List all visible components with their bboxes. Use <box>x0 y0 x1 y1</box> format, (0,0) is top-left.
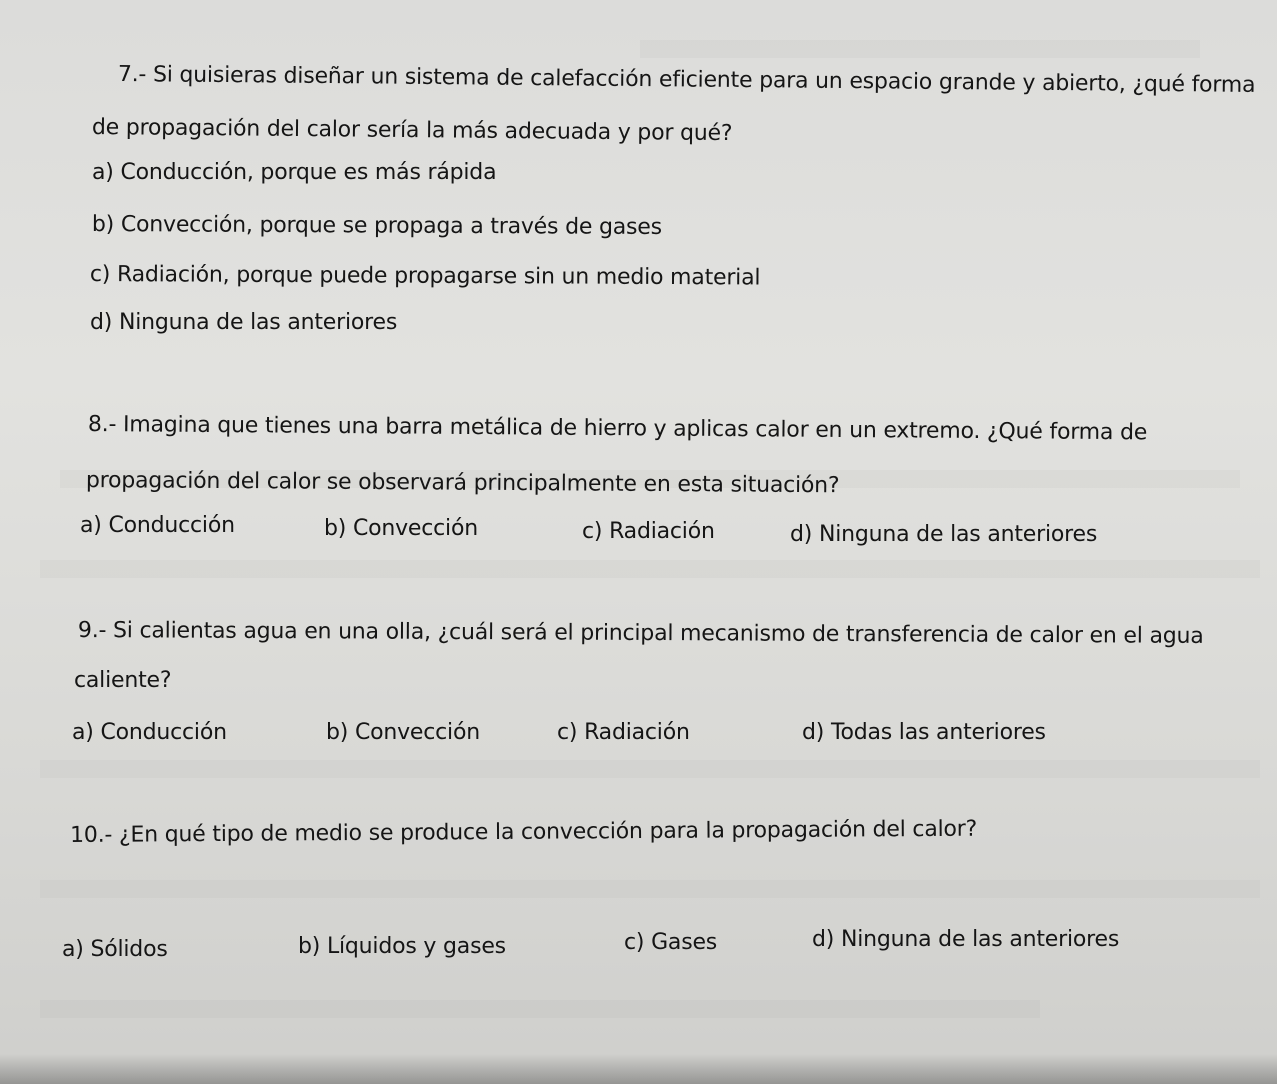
bleed-through-mark <box>640 40 1200 58</box>
bleed-through-mark <box>40 560 1260 578</box>
question-10-option-a: a) Sólidos <box>62 937 168 962</box>
question-9-option-c: c) Radiación <box>557 720 690 745</box>
page-edge-shadow <box>0 1054 1277 1084</box>
question-7-line-2: de propagación del calor sería la más adecuada y por qué? <box>91 115 733 147</box>
question-8-line-2: propagación del calor se observará principalmente en esta situación? <box>85 468 840 499</box>
question-7-line-1: 7.- Si quisieras diseñar un sistema de calefacción eficiente para un espacio grande y abierto, ¿qué forma <box>117 62 1256 98</box>
question-10-line-1: 10.- ¿En qué tipo de medio se produce la convección para la propagación del calor? <box>70 816 978 848</box>
question-8-line-1: 8.- Imagina que tienes una barra metálica de hierro y aplicas calor en un extremo. ¿Qué forma de <box>87 412 1148 446</box>
question-9-option-b: b) Convección <box>326 720 480 745</box>
question-10-option-c: c) Gases <box>624 930 718 955</box>
question-7-option-b: b) Convección, porque se propaga a través de gases <box>91 212 662 240</box>
question-9-option-d: d) Todas las anteriores <box>802 720 1046 745</box>
question-8-option-c: c) Radiación <box>582 519 715 544</box>
question-10-option-b: b) Líquidos y gases <box>298 934 506 959</box>
bleed-through-mark <box>40 760 1260 778</box>
bleed-through-mark <box>40 880 1260 898</box>
bleed-through-mark <box>40 1000 1040 1018</box>
question-8-option-b: b) Convección <box>324 516 478 541</box>
question-9-line-1: 9.- Si calientas agua en una olla, ¿cuál será el principal mecanismo de transferencia de calor en el agua <box>77 618 1204 649</box>
question-7-option-a: a) Conducción, porque es más rápida <box>92 160 497 185</box>
question-7-option-d: d) Ninguna de las anteriores <box>90 310 398 335</box>
question-9-line-2: caliente? <box>74 668 172 693</box>
question-8-option-d: d) Ninguna de las anteriores <box>790 522 1098 547</box>
question-9-option-a: a) Conducción <box>72 720 227 745</box>
question-10-option-d: d) Ninguna de las anteriores <box>812 927 1120 952</box>
question-7-option-c: c) Radiación, porque puede propagarse sin un medio material <box>89 262 761 291</box>
question-8-option-a: a) Conducción <box>80 513 235 538</box>
